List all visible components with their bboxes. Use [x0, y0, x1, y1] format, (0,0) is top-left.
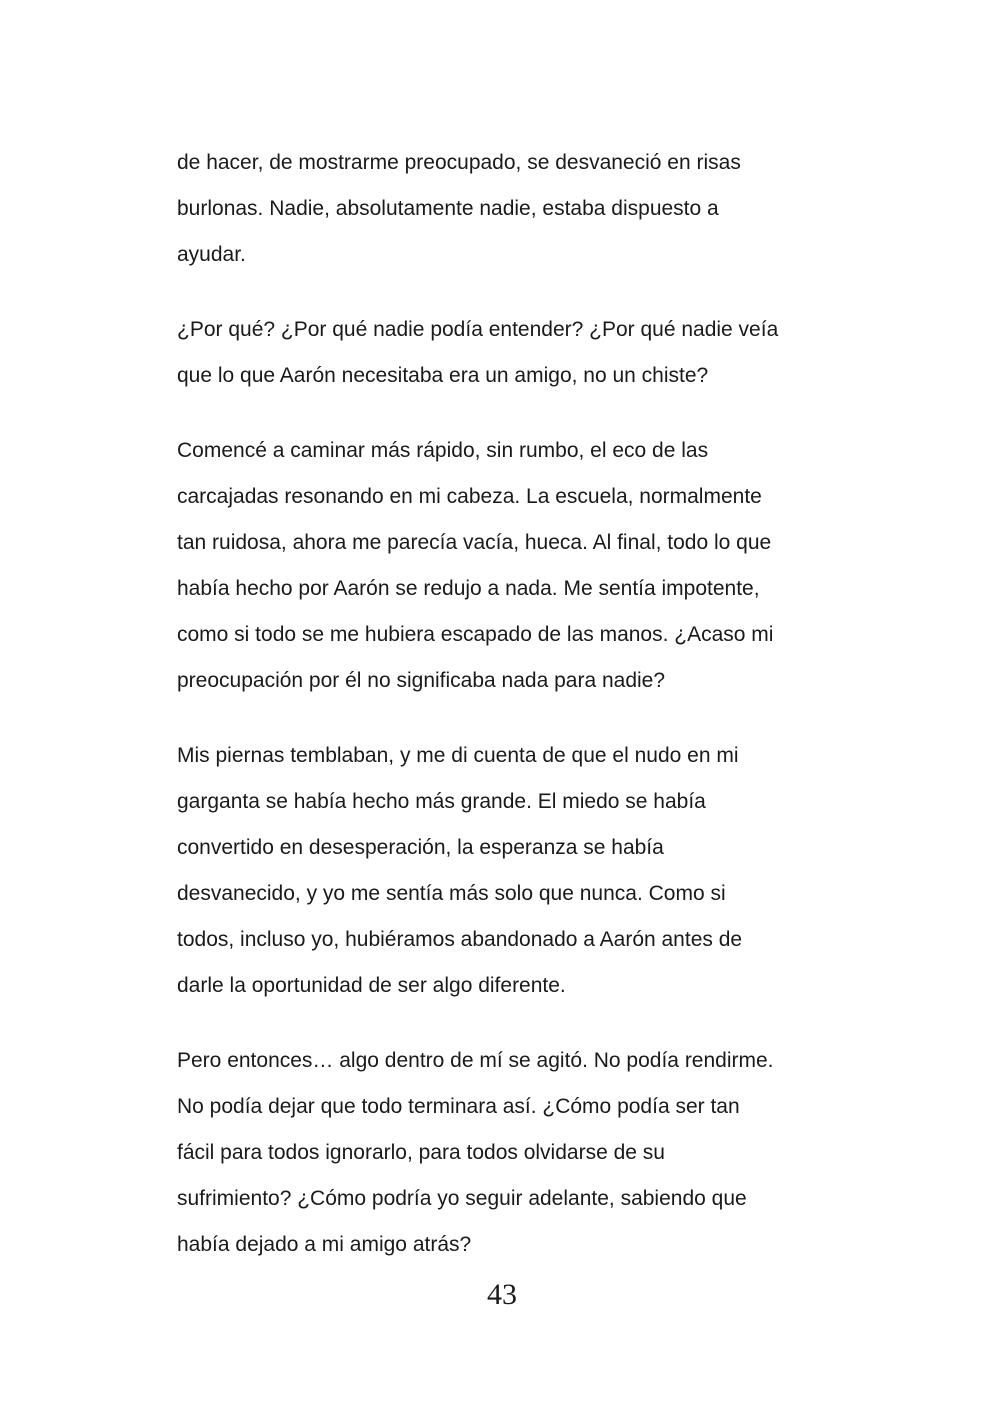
- text-line: convertido en desesperación, la esperanza se había: [177, 836, 664, 859]
- text-line: Comencé a caminar más rápido, sin rumbo, el eco de las: [177, 439, 709, 462]
- text-line: darle la oportunidad de ser algo diferente.: [177, 974, 566, 997]
- text-line: Mis piernas temblaban, y me di cuenta de que el nudo en mi: [177, 744, 739, 767]
- text-line: desvanecido, y yo me sentía más solo que nunca. Como si: [177, 882, 726, 905]
- text-line: burlonas. Nadie, absolutamente nadie, estaba dispuesto a: [177, 197, 719, 220]
- text-line: que lo que Aarón necesitaba era un amigo, no un chiste?: [177, 364, 709, 387]
- text-line: sufrimiento? ¿Cómo podría yo seguir adelante, sabiendo que: [177, 1187, 747, 1210]
- text-line: preocupación por él no significaba nada para nadie?: [177, 669, 666, 692]
- paragraph-gap: [177, 704, 837, 733]
- text-line: ¿Por qué? ¿Por qué nadie podía entender? ¿Por qué nadie veía: [177, 318, 779, 341]
- text-line: fácil para todos ignorarlo, para todos olvidarse de su: [177, 1141, 665, 1164]
- paragraph-1: [177, 140, 837, 278]
- text-line: tan ruidosa, ahora me parecía vacía, hueca. Al final, todo lo que: [177, 531, 772, 554]
- text-line: había hecho por Aarón se redujo a nada. Me sentía impotente,: [177, 577, 760, 600]
- paragraph-gap: [177, 399, 837, 428]
- text-line: había dejado a mi amigo atrás?: [177, 1233, 472, 1256]
- body-text: [177, 140, 837, 1268]
- page-number: 43: [487, 1278, 517, 1311]
- paragraph-3: [177, 428, 837, 704]
- text-line: de hacer, de mostrarme preocupado, se desvaneció en risas: [177, 151, 741, 174]
- paragraph-gap: [177, 278, 837, 307]
- paragraph-5: [177, 1038, 837, 1268]
- paragraph-gap: [177, 1009, 837, 1038]
- text-line: Pero entonces… algo dentro de mí se agitó. No podía rendirme.: [177, 1049, 774, 1072]
- text-line: carcajadas resonando en mi cabeza. La escuela, normalmente: [177, 485, 762, 508]
- text-line: todos, incluso yo, hubiéramos abandonado a Aarón antes de: [177, 928, 743, 951]
- text-line: garganta se había hecho más grande. El miedo se había: [177, 790, 706, 813]
- paragraph-2: [177, 307, 837, 399]
- paragraph-4: [177, 733, 837, 1009]
- text-line: No podía dejar que todo terminara así. ¿Cómo podía ser tan: [177, 1095, 740, 1118]
- text-line: ayudar.: [177, 243, 246, 266]
- text-line: como si todo se me hubiera escapado de las manos. ¿Acaso mi: [177, 623, 774, 646]
